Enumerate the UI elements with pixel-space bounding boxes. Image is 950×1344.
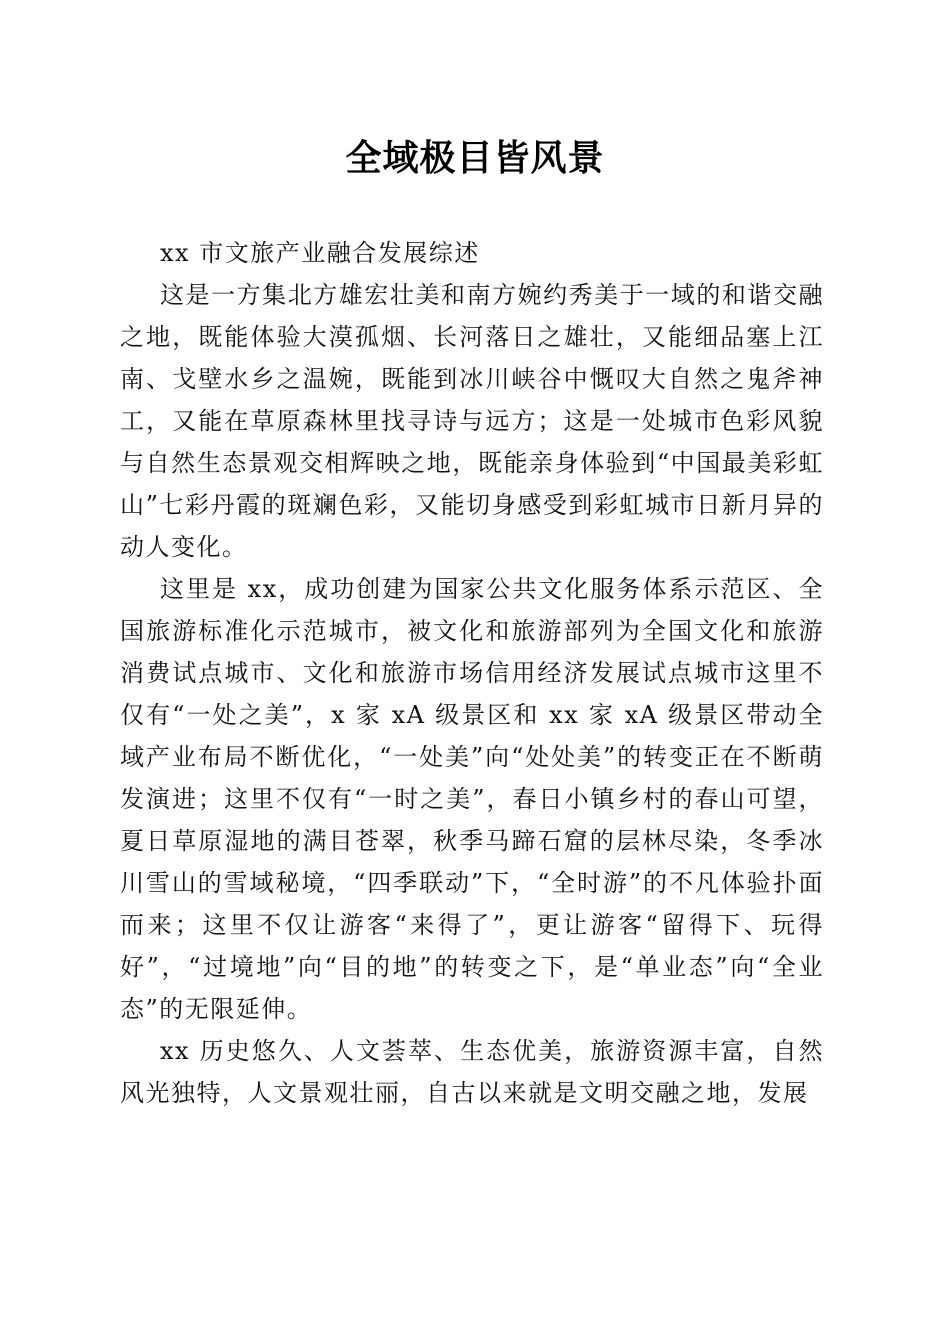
document-subtitle: xx 市文旅产业融合发展综述 <box>160 239 480 267</box>
document-body <box>120 232 824 1114</box>
document-title: 全域极目皆风景 <box>345 137 605 179</box>
paragraph-3: xx 历史悠久、人文荟萃、生态优美，旅游资源丰富，自然风光独特，人文景观壮丽，自古以来就是文明交融之地，发展 <box>120 1037 824 1107</box>
paragraph-2: 这里是 xx，成功创建为国家公共文化服务体系示范区、全国旅游标准化示范城市，被文化和旅游部列为全国文化和旅游消费试点城市、文化和旅游市场信用经济发展试点城市这里不仅有“一处之美”，x 家 xA 级景区和 xx 家 xA 级景区带动全域产业布局不断优化，“一处美”向“处处美”的转变正在不断萌发演进；这里不仅有“一时之美”，春日小镇乡村的春山可望，夏日草原湿地的满目苍翠，秋季马蹄石窟的层林尽染，冬季冰川雪山的雪域秘境，“四季联动”下，“全时游”的不凡体验扑面而来；这里不仅让游客“来得了”，更让游客“留得下、玩得好”，“过境地”向“目的地”的转变之下，是“单业态”向“全业态”的无限延伸。 <box>120 575 824 1023</box>
paragraph-1: 这是一方集北方雄宏壮美和南方婉约秀美于一域的和谐交融之地，既能体验大漠孤烟、长河落日之雄壮，又能细品塞上江南、戈壁水乡之温婉，既能到冰川峡谷中慨叹大自然之鬼斧神工，又能在草原森林里找寻诗与远方；这是一处城市色彩风貌与自然生态景观交相辉映之地，既能亲身体验到“中国最美彩虹山”七彩丹霞的斑斓色彩，又能切身感受到彩虹城市日新月异的动人变化。 <box>120 281 824 561</box>
